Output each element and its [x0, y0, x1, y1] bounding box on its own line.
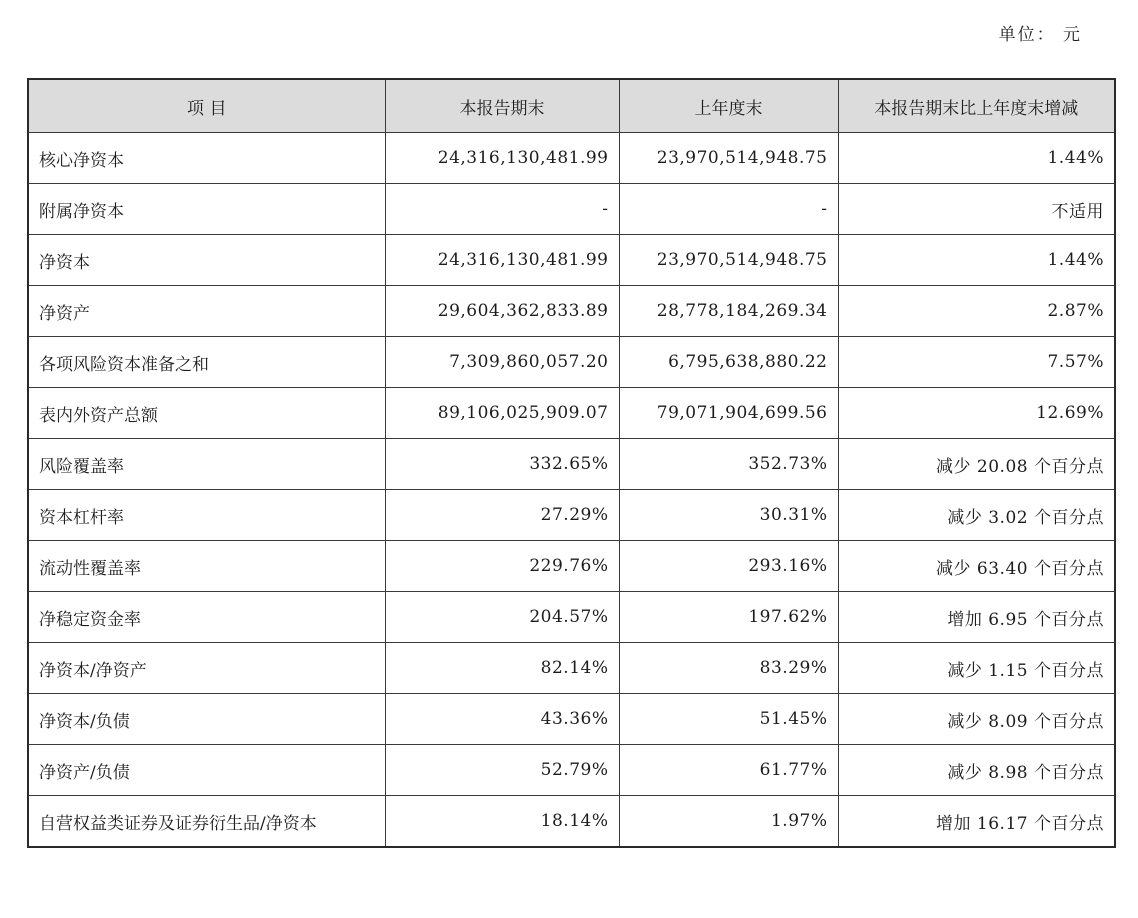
table-body [28, 133, 1115, 848]
cell-change: 减少 8.09 个百分点 [838, 694, 1115, 745]
cell-prior-year-end: 61.77% [619, 745, 838, 796]
cell-current-period-end: 29,604,362,833.89 [385, 286, 619, 337]
cell-item: 资本杠杆率 [28, 490, 385, 541]
cell-current-period-end: 7,309,860,057.20 [385, 337, 619, 388]
cell-item: 表内外资产总额 [28, 388, 385, 439]
cell-item: 净资本 [28, 235, 385, 286]
cell-prior-year-end: 28,778,184,269.34 [619, 286, 838, 337]
table-row [28, 490, 1115, 541]
cell-change: 减少 20.08 个百分点 [838, 439, 1115, 490]
cell-current-period-end: 89,106,025,909.07 [385, 388, 619, 439]
table-row [28, 592, 1115, 643]
cell-item: 自营权益类证券及证券衍生品/净资本 [28, 796, 385, 848]
cell-item: 流动性覆盖率 [28, 541, 385, 592]
cell-change: 1.44% [838, 133, 1115, 184]
cell-item: 净资本/负债 [28, 694, 385, 745]
cell-change: 12.69% [838, 388, 1115, 439]
cell-item: 净资本/净资产 [28, 643, 385, 694]
cell-change: 减少 1.15 个百分点 [838, 643, 1115, 694]
cell-change: 增加 6.95 个百分点 [838, 592, 1115, 643]
cell-change: 2.87% [838, 286, 1115, 337]
header-change: 本报告期末比上年度末增减 [838, 79, 1115, 133]
cell-change: 减少 63.40 个百分点 [838, 541, 1115, 592]
cell-prior-year-end: - [619, 184, 838, 235]
cell-prior-year-end: 352.73% [619, 439, 838, 490]
cell-current-period-end: 332.65% [385, 439, 619, 490]
cell-current-period-end: 43.36% [385, 694, 619, 745]
header-item: 项 目 [28, 79, 385, 133]
cell-item: 各项风险资本准备之和 [28, 337, 385, 388]
cell-current-period-end: 82.14% [385, 643, 619, 694]
cell-change: 增加 16.17 个百分点 [838, 796, 1115, 848]
cell-current-period-end: 52.79% [385, 745, 619, 796]
cell-item: 附属净资本 [28, 184, 385, 235]
cell-current-period-end: 24,316,130,481.99 [385, 235, 619, 286]
cell-item: 风险覆盖率 [28, 439, 385, 490]
table-row [28, 439, 1115, 490]
cell-change: 减少 3.02 个百分点 [838, 490, 1115, 541]
cell-current-period-end: 24,316,130,481.99 [385, 133, 619, 184]
table-row [28, 796, 1115, 848]
cell-prior-year-end: 293.16% [619, 541, 838, 592]
cell-prior-year-end: 23,970,514,948.75 [619, 235, 838, 286]
capital-indicators-table [27, 78, 1116, 848]
unit-label: 单位： 元 [998, 25, 1082, 45]
cell-item: 核心净资本 [28, 133, 385, 184]
table-row [28, 286, 1115, 337]
cell-change: 1.44% [838, 235, 1115, 286]
table-row [28, 745, 1115, 796]
cell-prior-year-end: 30.31% [619, 490, 838, 541]
table-header-row [28, 79, 1115, 133]
table-row [28, 235, 1115, 286]
cell-current-period-end: 18.14% [385, 796, 619, 848]
cell-current-period-end: 204.57% [385, 592, 619, 643]
cell-prior-year-end: 197.62% [619, 592, 838, 643]
cell-prior-year-end: 1.97% [619, 796, 838, 848]
cell-change: 7.57% [838, 337, 1115, 388]
cell-current-period-end: - [385, 184, 619, 235]
table-row [28, 184, 1115, 235]
table-row [28, 337, 1115, 388]
cell-prior-year-end: 79,071,904,699.56 [619, 388, 838, 439]
table-row [28, 643, 1115, 694]
cell-current-period-end: 229.76% [385, 541, 619, 592]
cell-prior-year-end: 6,795,638,880.22 [619, 337, 838, 388]
cell-prior-year-end: 51.45% [619, 694, 838, 745]
cell-change: 减少 8.98 个百分点 [838, 745, 1115, 796]
cell-item: 净稳定资金率 [28, 592, 385, 643]
cell-prior-year-end: 83.29% [619, 643, 838, 694]
cell-prior-year-end: 23,970,514,948.75 [619, 133, 838, 184]
cell-item: 净资产/负债 [28, 745, 385, 796]
cell-change: 不适用 [838, 184, 1115, 235]
table-row [28, 388, 1115, 439]
table-row [28, 133, 1115, 184]
table-row [28, 694, 1115, 745]
cell-item: 净资产 [28, 286, 385, 337]
header-prior-year-end: 上年度末 [619, 79, 838, 133]
cell-current-period-end: 27.29% [385, 490, 619, 541]
table-row [28, 541, 1115, 592]
header-current-period-end: 本报告期末 [385, 79, 619, 133]
capital-indicators-table-wrapper [27, 78, 1114, 848]
